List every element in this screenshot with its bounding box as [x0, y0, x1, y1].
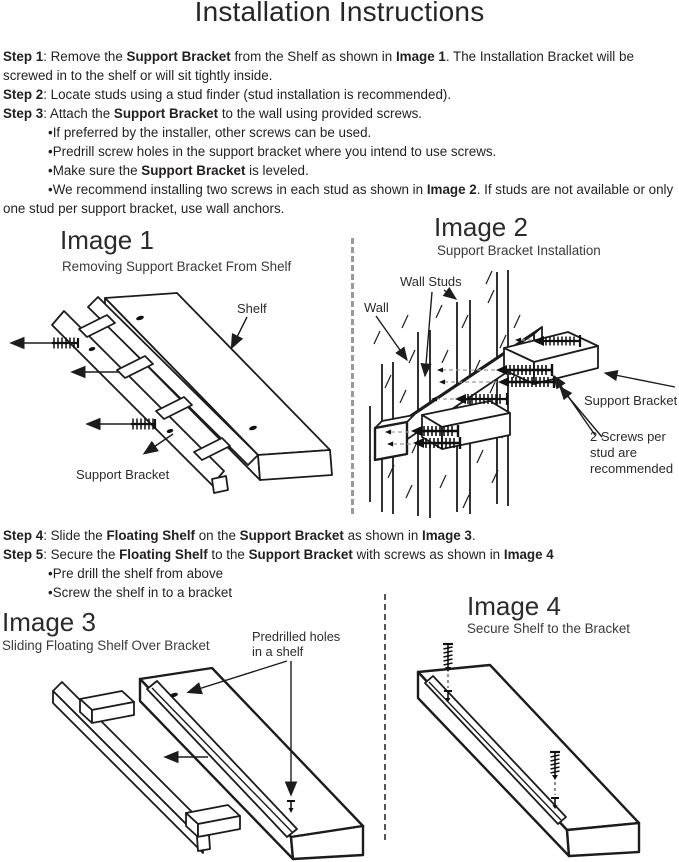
shelf-label: Shelf: [237, 301, 267, 316]
figure4-diagram: [400, 640, 679, 862]
figure1-subtitle: Removing Support Bracket From Shelf: [62, 259, 292, 274]
figure2-diagram: [362, 266, 679, 520]
support-bracket-label: Support Bracket: [584, 393, 678, 408]
step-3-bullet-3: •Make sure the Support Bracket is leveled.: [48, 163, 309, 178]
figure3-title: Image 3: [2, 607, 96, 637]
page-title: Installation Instructions: [194, 0, 485, 27]
figure4-title: Image 4: [467, 591, 561, 621]
wall-end-cap-drawing: [375, 415, 414, 460]
shelf-leader-line: [232, 317, 247, 347]
figure1-title: Image 1: [60, 225, 154, 255]
wall-hatching: [374, 271, 520, 508]
step-4: Step 4: Slide the Floating Shelf on the Support Bracket as shown in Image 3.: [3, 528, 476, 543]
step-2: Step 2: Locate studs using a stud finder (stud installation is recommended).: [3, 87, 452, 102]
step-5-bullet-2: •Screw the shelf in to a bracket: [48, 585, 233, 600]
steps-bottom-block: [3, 526, 677, 602]
step-1: Step 1: Remove the Support Bracket from the Shelf as shown in Image 1. The Installation Bracket will be screwed in to the shelf or will sit tightly inside.: [3, 49, 634, 83]
predrilled-holes-label: Predrilled holes in a shelf: [252, 629, 341, 659]
figure3-diagram: [0, 655, 385, 862]
step-5-bullet-1: •Pre drill the shelf from above: [48, 566, 224, 581]
step-3-bullet-1: •If preferred by the installer, other screws can be used.: [48, 125, 372, 140]
screws-note-line2: stud are: [590, 445, 637, 460]
step-3-bullet-4: •We recommend installing two screws in each stud as shown in Image 2. If studs are not available or only one stud per support bracket, use wall anchors.: [3, 182, 674, 216]
screws-note-line3: recommended: [590, 461, 674, 476]
wall-label: Wall: [364, 300, 389, 315]
bracket-leader-line: [145, 434, 173, 453]
figure1-diagram: [0, 283, 350, 520]
vertical-dashed-divider-top: [351, 238, 354, 514]
steps-top-block: [3, 47, 677, 218]
figure2-subtitle: Support Bracket Installation: [437, 243, 601, 258]
floating-shelf-drawing: [418, 665, 639, 856]
step-3-bullet-2: •Predrill screw holes in the support bracket where you intend to use screws.: [48, 144, 497, 159]
figure4-subtitle: Secure Shelf to the Bracket: [467, 621, 631, 636]
figure2-title: Image 2: [434, 212, 528, 242]
wall-studs-label: Wall Studs: [400, 274, 462, 289]
step-3: Step 3: Attach the Support Bracket to the wall using provided screws.: [3, 106, 423, 121]
support-bracket-label: Support Bracket: [76, 467, 170, 482]
step-5: Step 5: Secure the Floating Shelf to the Support Bracket with screws as shown in Image 4: [3, 547, 554, 562]
screws-note-line1: 2 Screws per: [590, 429, 666, 444]
figure3-subtitle: Sliding Floating Shelf Over Bracket: [2, 638, 210, 653]
